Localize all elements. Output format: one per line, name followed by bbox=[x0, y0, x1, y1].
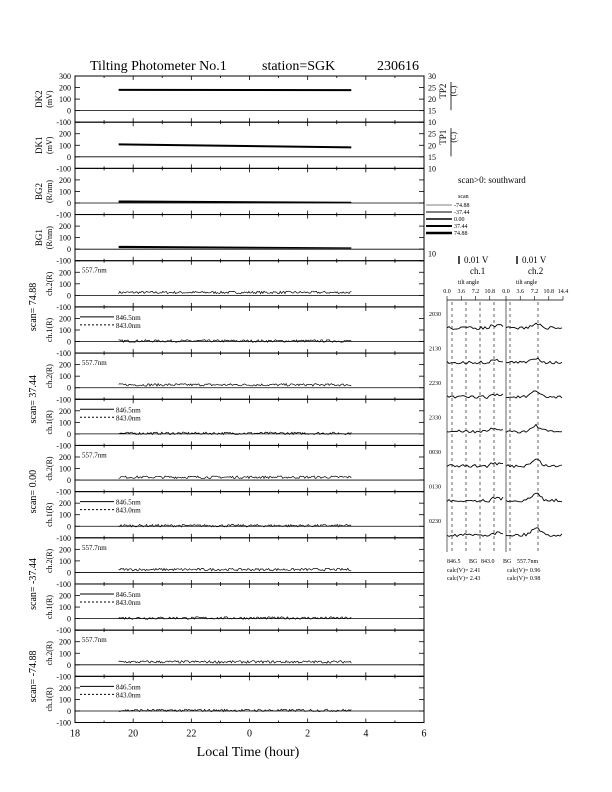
y-axis-label: BG2 bbox=[34, 182, 44, 200]
panel-13 bbox=[28, 630, 424, 705]
panel-3 bbox=[34, 168, 424, 219]
time-label: 2330 bbox=[429, 415, 441, 422]
y-tick-label: 0 bbox=[67, 568, 71, 578]
y-tick-label: 100 bbox=[59, 325, 71, 335]
right-tick-label: 10 bbox=[428, 249, 436, 259]
ch2-tilt-label: tilt angle bbox=[516, 280, 538, 286]
y-tick-label: 100 bbox=[59, 141, 71, 151]
series-line bbox=[119, 524, 352, 527]
panel-12 bbox=[45, 584, 424, 635]
ch1-wavelength-1: 846.5 bbox=[447, 559, 461, 565]
panel-14 bbox=[45, 676, 424, 727]
time-label: 0230 bbox=[429, 519, 441, 525]
scan-legend-label: 0.00 bbox=[454, 217, 465, 223]
y-tick-label: 200 bbox=[59, 222, 71, 232]
y-tick-label: -100 bbox=[56, 118, 71, 128]
y-axis-label: ch.2(R) bbox=[45, 271, 54, 296]
scan-legend-label: -37.44 bbox=[454, 210, 470, 216]
x-axis-title: Local Time (hour) bbox=[196, 745, 300, 760]
y-tick-label: 200 bbox=[59, 360, 71, 370]
right-tick-label: 25 bbox=[428, 129, 436, 139]
date-label: 230616 bbox=[377, 59, 419, 74]
x-tick-label: 4 bbox=[363, 728, 369, 740]
y-axis-label: ch.2(R) bbox=[45, 641, 54, 666]
right-tick-label: 30 bbox=[428, 72, 436, 81]
legend-label-1: 846.5nm bbox=[116, 590, 141, 599]
time-label: 2230 bbox=[429, 381, 441, 387]
y-tick-label: 100 bbox=[59, 464, 71, 474]
legend-label-1: 846.5nm bbox=[116, 406, 141, 415]
panel-10 bbox=[45, 492, 424, 543]
x-tick-label: 20 bbox=[128, 728, 139, 740]
y-tick-label: 200 bbox=[59, 452, 71, 462]
y-tick-label: -100 bbox=[56, 487, 71, 497]
panel-5 bbox=[28, 261, 424, 331]
y-tick-label: -100 bbox=[56, 579, 71, 589]
y-tick-label: -100 bbox=[56, 672, 71, 682]
x-tick-label: 0 bbox=[247, 728, 252, 740]
y-tick-label: -100 bbox=[56, 395, 71, 405]
right-axis-unit: (C) bbox=[449, 85, 458, 97]
y-tick-label: 0 bbox=[67, 706, 71, 716]
y-tick-label: 0 bbox=[67, 291, 71, 301]
y-tick-label: -100 bbox=[56, 441, 71, 451]
series-line bbox=[119, 340, 352, 343]
panel-frame bbox=[75, 538, 424, 584]
y-tick-label: 0 bbox=[67, 245, 71, 255]
time-label: 0030 bbox=[429, 450, 441, 456]
series-band bbox=[119, 200, 352, 203]
ch2-scale-label: 0.01 V bbox=[522, 255, 547, 265]
y-tick-label: 0 bbox=[67, 429, 71, 439]
panel-11 bbox=[28, 538, 424, 613]
panel-frame bbox=[75, 168, 424, 214]
ch2-calc-1: calc(V)= 0.96 bbox=[507, 568, 541, 574]
panel-7 bbox=[28, 353, 424, 423]
y-tick-label: 200 bbox=[59, 129, 71, 139]
y-tick-label: -100 bbox=[56, 626, 71, 636]
y-tick-label: 100 bbox=[59, 418, 71, 428]
y-tick-label: 100 bbox=[59, 233, 71, 243]
scan-title: scan>0: southward bbox=[458, 175, 526, 185]
y-tick-label: -100 bbox=[56, 718, 71, 728]
legend-label-2: 843.0nm bbox=[116, 414, 141, 423]
panel-frame bbox=[75, 261, 424, 307]
tilt-tick-label: 3.6 bbox=[516, 289, 524, 295]
y-tick-label: -100 bbox=[56, 256, 71, 266]
panel-6 bbox=[45, 307, 424, 358]
tilt-tick-label: 0.0 bbox=[502, 289, 510, 295]
right-tick-label: 20 bbox=[428, 95, 436, 105]
panel-8 bbox=[45, 399, 424, 450]
y-tick-label: 200 bbox=[59, 545, 71, 555]
ch1-calc-2: calc(V)= 2.43 bbox=[447, 576, 481, 582]
x-tick-label: 6 bbox=[421, 728, 427, 740]
x-tick-label: 18 bbox=[70, 728, 80, 740]
y-tick-label: 100 bbox=[59, 510, 71, 520]
tilt-tick-label: 10.8 bbox=[484, 289, 495, 295]
y-tick-label: 100 bbox=[59, 372, 71, 382]
right-axis-label: TP1 bbox=[438, 129, 448, 145]
y-tick-label: -100 bbox=[56, 164, 71, 174]
y-tick-label: 100 bbox=[59, 187, 71, 197]
ch1-wavelength-2: BG bbox=[469, 559, 478, 565]
scan-label: scan= 37.44 bbox=[28, 375, 39, 424]
panel-2 bbox=[34, 122, 458, 173]
y-tick-label: 0 bbox=[67, 522, 71, 532]
y-axis-label: DK1 bbox=[34, 136, 44, 155]
y-axis-unit: (R/nm) bbox=[45, 226, 54, 250]
x-tick-label: 2 bbox=[305, 728, 311, 740]
series-band bbox=[119, 246, 352, 249]
right-tick-label: 15 bbox=[428, 106, 436, 116]
y-tick-label: 0 bbox=[67, 660, 71, 670]
series-line bbox=[119, 568, 352, 571]
scan-legend-head: scan bbox=[458, 194, 469, 200]
legend-label-1: 846.5nm bbox=[116, 313, 141, 322]
y-tick-label: 0 bbox=[67, 476, 71, 486]
panel-frame bbox=[75, 353, 424, 399]
legend-label-2: 843.0nm bbox=[116, 598, 141, 607]
scan-label: scan= 74.88 bbox=[28, 282, 39, 332]
series-label: 557.7nm bbox=[82, 359, 107, 368]
legend-label-2: 843.0nm bbox=[116, 506, 141, 515]
y-axis-label: ch.1(R) bbox=[45, 687, 54, 712]
time-label: 0130 bbox=[429, 484, 441, 491]
y-axis-label: ch.2(R) bbox=[45, 548, 54, 573]
legend-label-2: 843.0nm bbox=[116, 321, 141, 330]
panel-4 bbox=[34, 215, 436, 266]
series-label: 557.7nm bbox=[82, 451, 107, 460]
y-axis-label: ch.1(R) bbox=[45, 317, 54, 343]
series-line bbox=[119, 661, 352, 664]
right-axis-label: TP2 bbox=[438, 83, 448, 99]
right-tick-label: 15 bbox=[428, 152, 436, 162]
ch1-profile bbox=[447, 463, 503, 468]
legend-label-1: 846.5nm bbox=[116, 683, 141, 692]
x-tick-label: 22 bbox=[186, 728, 197, 740]
ch2-profile bbox=[506, 493, 562, 502]
tilt-tick-label: 14.4 bbox=[557, 289, 569, 295]
ch1-wavelength-3: 843.0 bbox=[481, 559, 495, 565]
y-axis-label: DK2 bbox=[34, 90, 44, 108]
y-axis-label: ch.1(R) bbox=[45, 594, 54, 620]
y-tick-label: 0 bbox=[67, 337, 71, 347]
series-line bbox=[119, 291, 352, 294]
ch1-profile bbox=[447, 497, 503, 502]
y-tick-label: 100 bbox=[59, 603, 71, 613]
ch1-calc-1: calc(V)= 2.41 bbox=[447, 568, 481, 574]
y-tick-label: 100 bbox=[59, 95, 71, 105]
y-tick-label: 200 bbox=[59, 175, 71, 185]
scan-legend-label: -74.88 bbox=[454, 203, 470, 209]
y-axis-label: ch.2(R) bbox=[45, 456, 54, 481]
ch1-scale-label: 0.01 V bbox=[464, 255, 489, 265]
ch1-profile bbox=[447, 325, 503, 330]
y-tick-label: 200 bbox=[59, 406, 71, 416]
ch2-profile bbox=[506, 424, 562, 433]
y-tick-label: 200 bbox=[59, 499, 71, 509]
y-tick-label: 200 bbox=[59, 314, 71, 324]
y-tick-label: 100 bbox=[59, 279, 71, 289]
y-axis-label: BG1 bbox=[34, 229, 44, 247]
y-tick-label: 100 bbox=[59, 649, 71, 659]
tilt-tick-label: 10.8 bbox=[543, 289, 554, 295]
ch2-profile bbox=[506, 323, 562, 329]
y-tick-label: 100 bbox=[59, 556, 71, 566]
ch2-profile bbox=[506, 391, 562, 398]
tilt-tick-label: 7.2 bbox=[530, 289, 539, 295]
series-line bbox=[119, 476, 352, 479]
scan-label: scan= -37.44 bbox=[28, 558, 39, 610]
right-tick-label: 10 bbox=[428, 118, 436, 128]
y-tick-label: 0 bbox=[67, 198, 71, 208]
y-axis-label: ch.1(R) bbox=[45, 410, 54, 435]
right-tick-label: 20 bbox=[428, 141, 436, 151]
series-label: 557.7nm bbox=[82, 543, 107, 552]
panel-1 bbox=[34, 72, 458, 127]
panel-9 bbox=[28, 445, 424, 513]
y-tick-label: 0 bbox=[67, 152, 71, 162]
tilt-tick-label: 3.6 bbox=[457, 289, 465, 295]
series-line bbox=[119, 384, 352, 387]
tilt-tick-label: 0.0 bbox=[443, 289, 451, 295]
scan-legend-label: 37.44 bbox=[454, 224, 468, 230]
ch1-profile bbox=[447, 394, 503, 399]
y-axis-unit: (R/nm) bbox=[45, 179, 54, 204]
y-tick-label: 0 bbox=[67, 383, 71, 393]
ch1-label: ch.1 bbox=[470, 266, 486, 276]
y-tick-label: -100 bbox=[56, 533, 71, 543]
y-tick-label: 100 bbox=[59, 695, 71, 705]
right-tick-label: 10 bbox=[428, 164, 436, 174]
x-axis bbox=[70, 729, 427, 740]
tilt-tick-label: 7.2 bbox=[471, 289, 480, 295]
right-axis-unit: (C) bbox=[449, 131, 458, 143]
ch1-profile bbox=[447, 532, 503, 537]
ch1-tilt-label: tilt angle bbox=[458, 280, 480, 286]
ch2-profile bbox=[506, 358, 562, 364]
y-tick-label: -100 bbox=[56, 302, 71, 312]
series-label: 557.7nm bbox=[82, 636, 107, 645]
ch2-profile bbox=[506, 528, 562, 537]
right-tick-label: 25 bbox=[428, 83, 436, 93]
y-tick-label: 0 bbox=[67, 106, 71, 116]
y-axis-unit: (mV) bbox=[45, 136, 54, 154]
ch2-label: ch.2 bbox=[528, 266, 544, 276]
ch1-wavelength-4: BG bbox=[503, 559, 512, 565]
ch2-profile bbox=[506, 459, 562, 468]
y-axis-label: ch.1(R) bbox=[45, 502, 54, 527]
y-tick-label: 0 bbox=[67, 614, 71, 624]
ch2-wavelength: 557.7nm bbox=[517, 559, 539, 565]
panel-frame bbox=[75, 76, 424, 122]
y-axis-unit: (mV) bbox=[45, 90, 54, 108]
scan-legend-label: 74.88 bbox=[454, 231, 468, 237]
y-tick-label: 200 bbox=[59, 83, 71, 93]
y-axis-label: ch.2(R) bbox=[45, 364, 54, 389]
ch1-profile bbox=[447, 359, 503, 363]
panels-group bbox=[28, 72, 458, 728]
chart-title: Tilting Photometer No.1 bbox=[90, 59, 227, 74]
right-panel bbox=[426, 175, 568, 582]
y-tick-label: -100 bbox=[56, 210, 71, 220]
time-label: 2130 bbox=[429, 346, 441, 353]
y-tick-label: 200 bbox=[59, 268, 71, 278]
series-label: 557.7nm bbox=[82, 266, 107, 275]
y-tick-label: -100 bbox=[56, 349, 71, 359]
y-tick-label: 200 bbox=[59, 591, 71, 601]
station-label: station=SGK bbox=[262, 59, 336, 74]
legend-label-2: 843.0nm bbox=[116, 691, 141, 700]
legend-label-1: 846.5nm bbox=[116, 498, 141, 507]
y-tick-label: 300 bbox=[59, 72, 71, 81]
panel-frame bbox=[75, 630, 424, 676]
panel-frame bbox=[75, 445, 424, 491]
y-tick-label: 200 bbox=[59, 637, 71, 647]
y-tick-label: 200 bbox=[59, 683, 71, 693]
scan-label: scan= 0.00 bbox=[28, 469, 39, 514]
ch1-profile bbox=[447, 428, 503, 433]
series-line bbox=[119, 144, 352, 147]
scan-label: scan= -74.88 bbox=[28, 650, 39, 703]
time-label: 2030 bbox=[429, 312, 441, 318]
panel-frame bbox=[75, 215, 424, 261]
ch2-calc-2: calc(V)= 0.98 bbox=[507, 576, 541, 582]
